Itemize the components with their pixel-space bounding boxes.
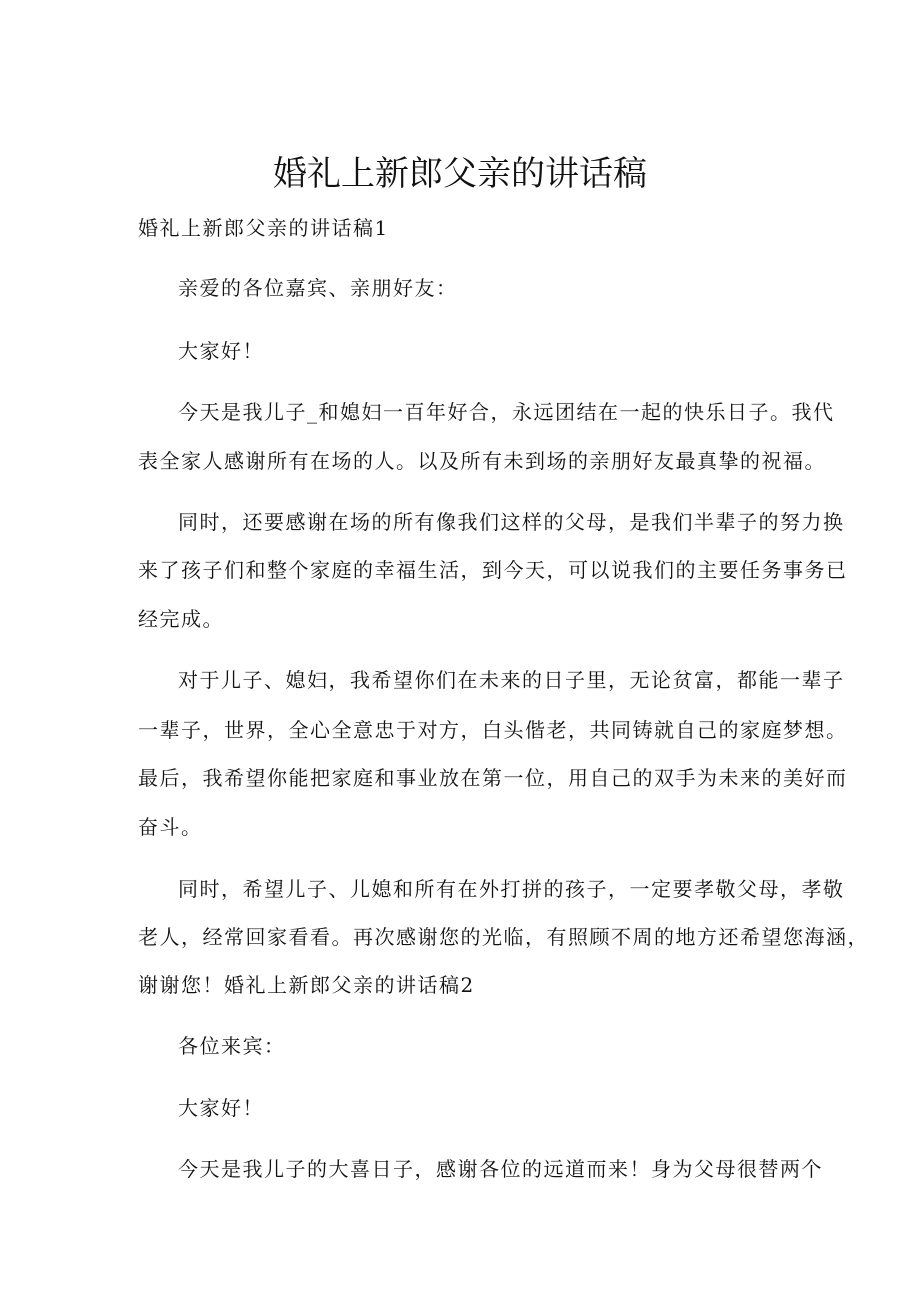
paragraph-line: 最后，我希望你能把家庭和事业放在第一位，用自己的双手为未来的美好而: [138, 766, 848, 790]
document-title: 婚礼上新郎父亲的讲话稿: [273, 154, 647, 194]
paragraph-line: 今天是我儿子的大喜日子，感谢各位的远道而来！身为父母很替两个: [178, 1157, 823, 1181]
salutation-line: 各位来宾：: [178, 1034, 286, 1058]
paragraph-line: 奋斗。: [138, 815, 203, 839]
paragraph-line: 今天是我儿子_和媳妇一百年好合，永远团结在一起的快乐日子。我代: [178, 400, 835, 424]
paragraph-line: 同时，还要感谢在场的所有像我们这样的父母，是我们半辈子的努力换: [178, 510, 845, 534]
paragraph-line: 一辈子，世界，全心全意忠于对方，白头偕老，共同铸就自己的家庭梦想。: [138, 718, 848, 742]
paragraph-line: 老人，经常回家看看。再次感谢您的光临，有照顾不周的地方还希望您海涵，: [138, 925, 869, 949]
paragraph-line: 来了孩子们和整个家庭的幸福生活，到今天，可以说我们的主要任务事务已: [138, 558, 848, 582]
paragraph-line: 经完成。: [138, 607, 224, 631]
paragraph-line: 表全家人感谢所有在场的人。以及所有未到场的亲朋好友最真挚的祝福。: [138, 449, 826, 473]
section-heading-2: 谢谢您！婚礼上新郎父亲的讲话稿2: [138, 973, 475, 997]
greeting-line: 大家好！: [178, 339, 264, 363]
section-heading-1: 婚礼上新郎父亲的讲话稿1: [138, 216, 389, 240]
salutation-line: 亲爱的各位嘉宾、亲朋好友：: [178, 276, 458, 300]
paragraph-line: 同时，希望儿子、儿媳和所有在外打拼的孩子，一定要孝敬父母，孝敬: [178, 877, 845, 901]
greeting-line: 大家好！: [178, 1096, 264, 1120]
paragraph-line: 对于儿子、媳妇，我希望你们在未来的日子里，无论贫富，都能一辈子: [178, 668, 845, 692]
